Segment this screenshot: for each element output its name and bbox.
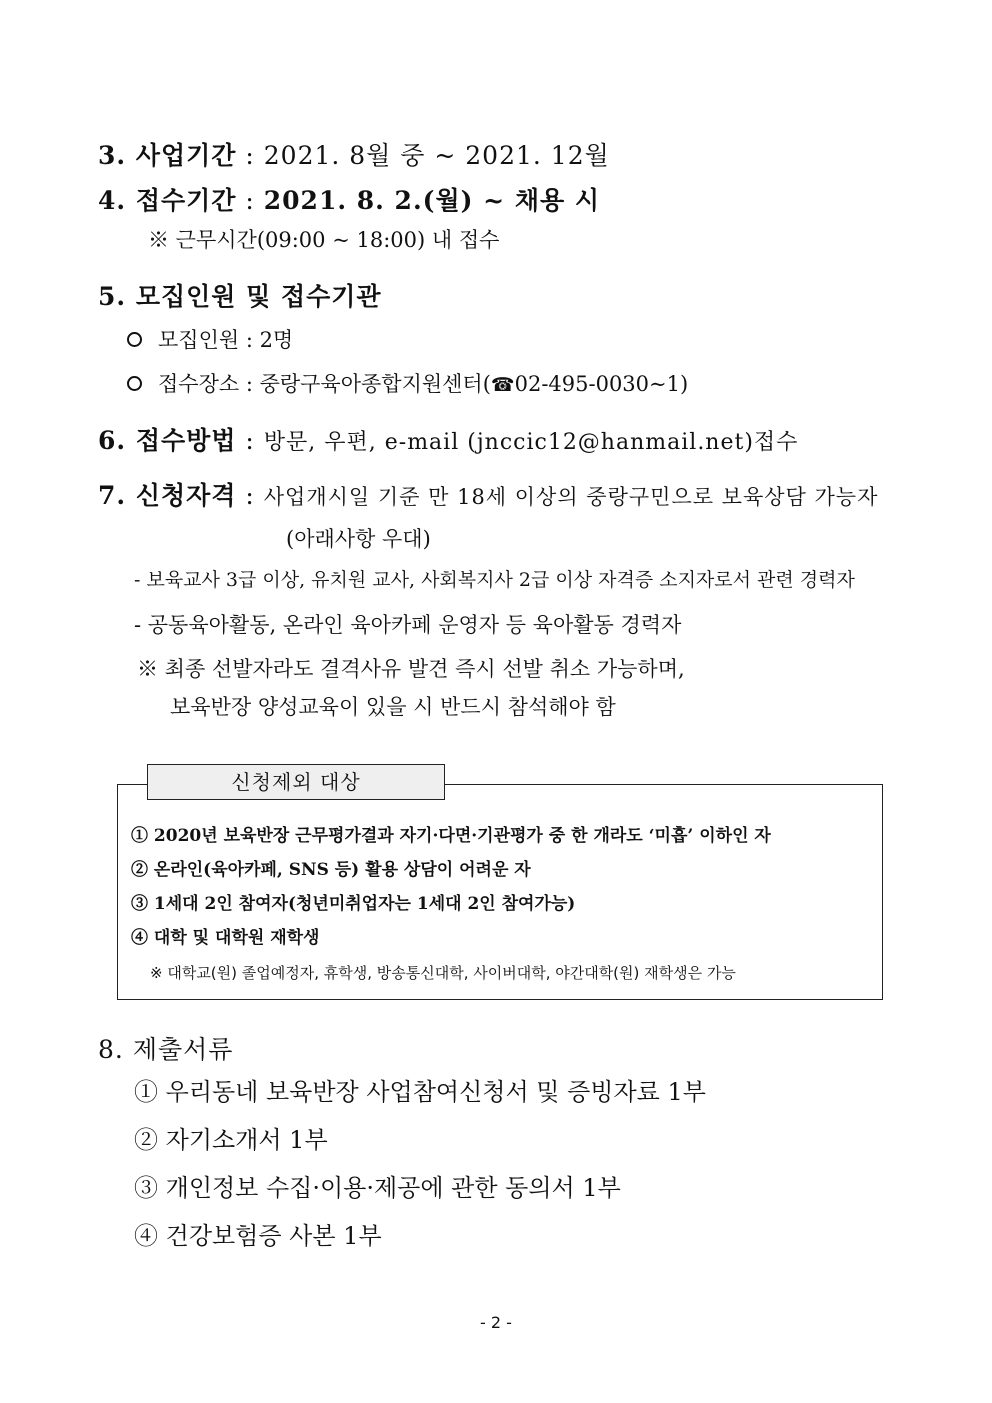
exclusion-note: ※ 대학교(원) 졸업예정자, 휴학생, 방송통신대학, 사이버대학, 야간대학(원) 재학생은 가능: [150, 964, 736, 982]
section-7: [98, 483, 878, 508]
section-number: 3.: [98, 141, 127, 170]
phone-icon: ☎: [490, 374, 515, 396]
section-7-note-line2: 보육반장 양성교육이 있을 시 반드시 참석해야 함: [170, 695, 616, 719]
section-5-item-1: [127, 330, 293, 351]
exclusion-item-4: ④ 대학 및 대학원 재학생: [131, 928, 320, 948]
section-value: 사업개시일 기준 만 18세 이상의 중랑구민으로 보육상담 가능자: [263, 485, 879, 509]
section-label: 모집인원 및 접수기관: [135, 282, 382, 311]
separator: :: [236, 186, 264, 215]
section-4: [98, 188, 600, 213]
document-item-3: ③ 개인정보 수집·이용·제공에 관한 동의서 1부: [134, 1174, 621, 1202]
section-7-value-line2: (아래사항 우대): [286, 527, 431, 551]
section-8: [98, 1037, 233, 1062]
circle-bullet-icon: [127, 332, 142, 347]
circle-bullet-icon: [127, 376, 142, 391]
section-5-item-2: [127, 374, 688, 395]
section-number: 5.: [98, 282, 127, 311]
section-value: 2021. 8. 2.(월) ~ 채용 시: [263, 186, 600, 215]
separator: :: [236, 481, 264, 510]
page-number: - 2 -: [480, 1313, 512, 1332]
exclusion-item-1: ① 2020년 보육반장 근무평가결과 자기·다면·기관평가 중 한 개라도 ‘미흡’ 이하인 자: [131, 826, 771, 846]
section-5: [98, 284, 382, 309]
section-4-note: ※ 근무시간(09:00 ~ 18:00) 내 접수: [148, 228, 500, 252]
section-value: 2021. 8월 중 ~ 2021. 12월: [263, 141, 610, 170]
section-label: 사업기간: [135, 141, 237, 170]
separator: :: [236, 141, 264, 170]
section-6: [98, 428, 798, 454]
exclusion-item-2: ② 온라인(육아카페, SNS 등) 활용 상담이 어려운 자: [131, 860, 531, 880]
section-3: [98, 143, 610, 168]
section-number: 4.: [98, 186, 127, 215]
section-7-item-1: - 보육교사 3급 이상, 유치원 교사, 사회복지사 2급 이상 자격증 소지자로서 관련 경력자: [134, 569, 855, 591]
section-label: 접수기간: [135, 186, 237, 215]
section-7-item-2: - 공동육아활동, 온라인 육아카페 운영자 등 육아활동 경력자: [134, 613, 682, 637]
exclusion-box-title: 신청제외 대상: [147, 764, 445, 800]
section-number: 8.: [98, 1035, 124, 1064]
item-text: 접수장소 : 중랑구육아종합지원센터(: [158, 372, 491, 396]
section-label: 접수방법: [135, 426, 237, 455]
section-label: 신청자격: [135, 481, 237, 510]
document-item-4: ④ 건강보험증 사본 1부: [134, 1222, 382, 1250]
item-text: 모집인원 : 2명: [158, 328, 294, 352]
exclusion-item-3: ③ 1세대 2인 참여자(청년미취업자는 1세대 2인 참여가능): [131, 894, 576, 914]
separator: :: [236, 426, 264, 455]
section-value: 방문, 우편, e-mail (jnccic12@hanmail.net)접수: [263, 430, 799, 455]
section-number: 6.: [98, 426, 127, 455]
section-label: 제출서류: [132, 1035, 234, 1064]
section-7-note-line1: ※ 최종 선발자라도 결격사유 발견 즉시 선발 취소 가능하며,: [137, 657, 685, 681]
document-item-2: ② 자기소개서 1부: [134, 1126, 328, 1154]
phone-number: 02-495-0030∼1): [514, 372, 689, 396]
document-item-1: ① 우리동네 보육반장 사업참여신청서 및 증빙자료 1부: [134, 1078, 706, 1106]
section-number: 7.: [98, 481, 127, 510]
